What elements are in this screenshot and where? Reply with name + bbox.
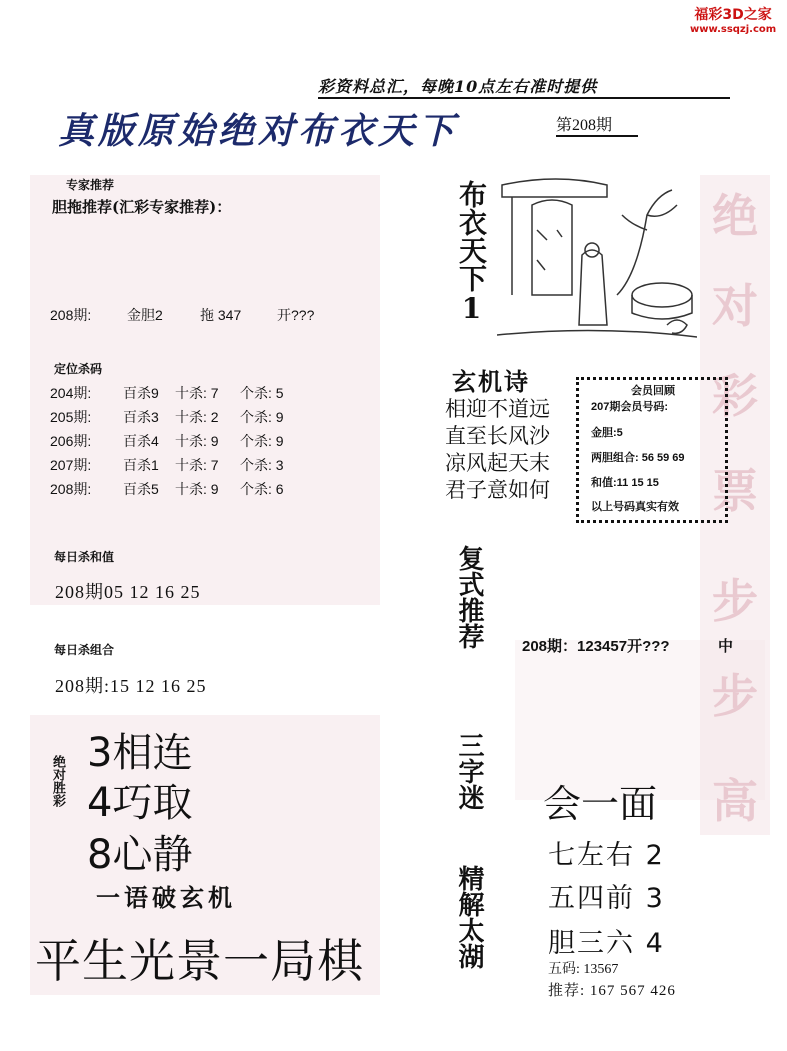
position-kill-issue: 204期: bbox=[50, 385, 92, 401]
sum-kill-line: 208期05 12 16 25 bbox=[55, 582, 201, 602]
riddle-title: 一语破玄机 bbox=[96, 883, 236, 912]
xuanji-title: 玄机诗 bbox=[452, 367, 530, 396]
jueduishengcai-vertical: 绝对胜彩 bbox=[50, 755, 65, 807]
meet-title: 会一面 bbox=[543, 782, 658, 826]
meet-line-1: 七左右 2 bbox=[548, 840, 665, 871]
position-kill-hundred-kill: 百杀5 bbox=[123, 481, 159, 497]
scholar-illustration bbox=[497, 175, 697, 345]
top-banner: 彩资料总汇，每晚10点左右准时提供 bbox=[318, 74, 730, 99]
sum-kill-header: 每日杀和值 bbox=[54, 550, 115, 564]
issue-number: 第208期 bbox=[556, 112, 638, 137]
line-8xinjing: 8心静 bbox=[87, 832, 193, 878]
meet-line-2: 五四前 3 bbox=[548, 883, 665, 914]
position-kill-issue: 207期: bbox=[50, 457, 92, 473]
position-kill-issue: 206期: bbox=[50, 433, 92, 449]
brand-url: www.ssqzj.com bbox=[690, 24, 777, 35]
position-kill-unit-kill: 个杀: 9 bbox=[240, 433, 284, 449]
member-box-sum: 和值:11 15 15 bbox=[591, 477, 659, 489]
brand-name: 福彩3D之家 bbox=[694, 7, 772, 23]
member-box-title: 会员回顾 bbox=[631, 385, 675, 397]
position-kill-header: 定位杀码 bbox=[54, 362, 103, 376]
fushi-line: 208期：123457开??? bbox=[522, 638, 670, 655]
zhong-label: 中 bbox=[718, 637, 734, 655]
position-kill-ten-kill: 十杀: 9 bbox=[175, 481, 219, 497]
member-box-note: 以上号码真实有效 bbox=[591, 501, 679, 513]
position-kill-ten-kill: 十杀: 7 bbox=[175, 385, 219, 401]
sanzimi-vertical: 三字迷 bbox=[454, 732, 484, 810]
position-kill-unit-kill: 个杀: 3 bbox=[240, 457, 284, 473]
position-kill-hundred-kill: 百杀9 bbox=[123, 385, 159, 401]
poem-line-3: 凉风起天末 bbox=[445, 451, 550, 475]
position-kill-ten-kill: 十杀: 2 bbox=[175, 409, 219, 425]
position-kill-ten-kill: 十杀: 9 bbox=[175, 433, 219, 449]
line-3xianglian: 3相连 bbox=[87, 730, 193, 776]
expert-header: 专家推荐 bbox=[66, 178, 115, 192]
position-kill-unit-kill: 个杀: 9 bbox=[240, 409, 284, 425]
guts-header: 胆拖推荐(汇彩专家推荐)： bbox=[52, 198, 232, 216]
position-kill-hundred-kill: 百杀1 bbox=[123, 457, 159, 473]
combo-kill-header: 每日杀组合 bbox=[54, 643, 115, 657]
poem-line-2: 直至长风沙 bbox=[445, 424, 550, 448]
position-kill-issue: 205期: bbox=[50, 409, 92, 425]
fushi-vertical: 复式推荐 bbox=[454, 545, 484, 649]
jingjie-vertical: 精解太湖 bbox=[454, 865, 484, 969]
page-title: 真版原始绝对布衣天下 bbox=[58, 110, 459, 152]
position-kill-hundred-kill: 百杀3 bbox=[123, 409, 159, 425]
member-box-gold: 金胆:5 bbox=[591, 427, 623, 439]
poem-line-4: 君子意如何 bbox=[445, 478, 550, 502]
poem-line-1: 相迎不道远 bbox=[445, 397, 550, 421]
position-kill-unit-kill: 个杀: 5 bbox=[240, 385, 284, 401]
position-kill-hundred-kill: 百杀4 bbox=[123, 433, 159, 449]
combo-kill-line: 208期:15 12 16 25 bbox=[55, 676, 207, 696]
member-review-box bbox=[576, 377, 728, 523]
buyi-vertical-title: 布衣天下1 bbox=[455, 180, 488, 325]
brand-logo bbox=[690, 4, 776, 35]
proverb: 平生光景一局棋 bbox=[35, 934, 364, 988]
recommend-line: 推荐: 167 567 426 bbox=[548, 983, 676, 999]
position-kill-issue: 208期: bbox=[50, 481, 92, 497]
line-4qiaoqu: 4巧取 bbox=[87, 780, 193, 826]
member-box-two-combo: 两胆组合: 56 59 69 bbox=[591, 452, 685, 464]
meet-line-3: 胆三六 4 bbox=[548, 928, 665, 959]
member-box-subtitle: 207期会员号码: bbox=[591, 401, 669, 413]
five-code: 五码: 13567 bbox=[548, 962, 619, 977]
position-kill-unit-kill: 个杀: 6 bbox=[240, 481, 284, 497]
position-kill-ten-kill: 十杀: 7 bbox=[175, 457, 219, 473]
